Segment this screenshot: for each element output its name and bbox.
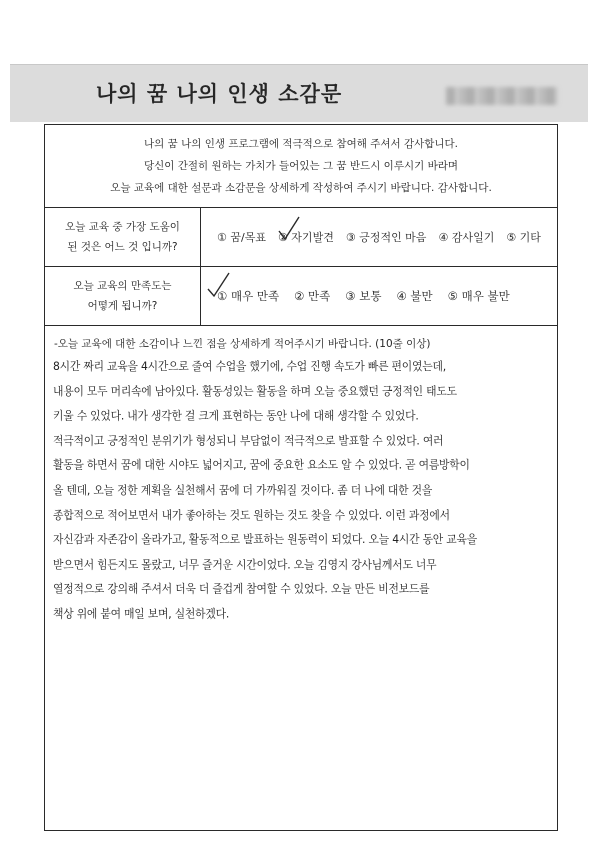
intro-line: 오늘 교육에 대한 설문과 소감문을 상세하게 작성하여 주시기 바랍니다. 감사합니다.: [110, 182, 492, 194]
option-neutral[interactable]: ③ 보통: [345, 289, 382, 303]
question-options: [201, 267, 557, 325]
question-row-satisfaction: [45, 267, 557, 326]
question-options: [201, 208, 557, 266]
essay-line: 내용이 모두 머리속에 남아있다. 활동성있는 활동을 하며 오늘 중요했던 긍정적인 태도도: [53, 384, 457, 398]
page-title: 나의 꿈 나의 인생 소감문: [96, 82, 343, 106]
question-row-helpful: [45, 208, 557, 267]
essay-line: 책상 위에 붙여 매일 보며, 실천하겠다.: [53, 607, 230, 621]
essay-line: 자신감과 자존감이 올라가고, 활동적으로 발표하는 원동력이 되었다. 오늘 4시간 동안 교육을: [53, 532, 477, 547]
essay-line: 활동을 하면서 꿈에 대한 시야도 넓어지고, 꿈에 중요한 요소도 알 수 있었다. 곧 여름방학이: [53, 458, 470, 473]
essay-line: 적극적이고 긍정적인 분위기가 형성되니 부담없이 적극적으로 발표할 수 있었다. 여러: [53, 433, 444, 448]
intro-line: 나의 꿈 나의 인생 프로그램에 적극적으로 참여해 주셔서 감사합니다.: [143, 138, 459, 150]
intro-section: [45, 125, 557, 208]
question-label: [45, 267, 201, 325]
option-gratitude-diary[interactable]: ④ 감사일기: [438, 231, 495, 244]
essay-prompt: -오늘 교육에 대한 소감이나 느낀 점을 상세하게 적어주시기 바랍니다. (10줄 이상): [54, 338, 431, 350]
intro-line: 당신이 간절히 원하는 가치가 들어있는 그 꿈 반드시 이루시기 바라며: [143, 160, 459, 172]
essay-line: 올 텐데, 오늘 정한 계획을 실천해서 꿈에 더 가까워질 것이다. 좀 더 나에 대한 것을: [53, 483, 433, 497]
question-label-line: 오늘 교육 중 가장 도움이: [65, 221, 180, 233]
header-bar: [10, 64, 588, 122]
check-mark-icon: [276, 214, 302, 242]
question-label-line: 어떻게 됩니까?: [87, 300, 158, 312]
question-label-line: 된 것은 어느 것 입니까?: [67, 241, 178, 253]
option-very-dissatisfied[interactable]: ⑤ 매우 불만: [447, 289, 510, 303]
essay-handwritten-text[interactable]: [45, 351, 557, 627]
check-mark-icon: [205, 271, 231, 299]
essay-line: 8시간 짜리 교육을 4시간으로 줄여 수업을 했기에, 수업 진행 속도가 빠른 편이였는데,: [53, 359, 446, 374]
redacted-name: [446, 87, 558, 105]
option-dream-goal[interactable]: ① 꿈/목표: [217, 231, 266, 244]
option-dissatisfied[interactable]: ④ 불만: [396, 289, 433, 303]
essay-line: 받으면서 힘든지도 몰랐고, 너무 즐거운 시간이었다. 오늘 김영지 강사님께서도 너무: [53, 557, 437, 572]
essay-line: 키울 수 있었다. 내가 생각한 걸 크게 표현하는 동안 나에 대해 생각할 수 있었다.: [53, 408, 419, 423]
option-very-satisfied[interactable]: ① 매우 만족: [217, 289, 280, 303]
question-label-line: 오늘 교육의 만족도는: [73, 280, 172, 292]
essay-line: 열정적으로 강의해 주셔서 더욱 더 즐겁게 참여할 수 있었다. 오늘 만든 비전보드를: [53, 582, 430, 597]
option-satisfied[interactable]: ② 만족: [294, 289, 331, 303]
option-other[interactable]: ⑤ 기타: [506, 231, 541, 244]
question-label: [45, 208, 201, 266]
option-self-discovery[interactable]: ② 자기발견: [277, 231, 334, 244]
essay-line: 종합적으로 적어보면서 내가 좋아하는 것도 원하는 것도 찾을 수 있었다. 이런 과정에서: [53, 508, 450, 522]
option-positive-mind[interactable]: ③ 긍정적인 마음: [345, 231, 427, 244]
survey-form: [44, 124, 558, 831]
